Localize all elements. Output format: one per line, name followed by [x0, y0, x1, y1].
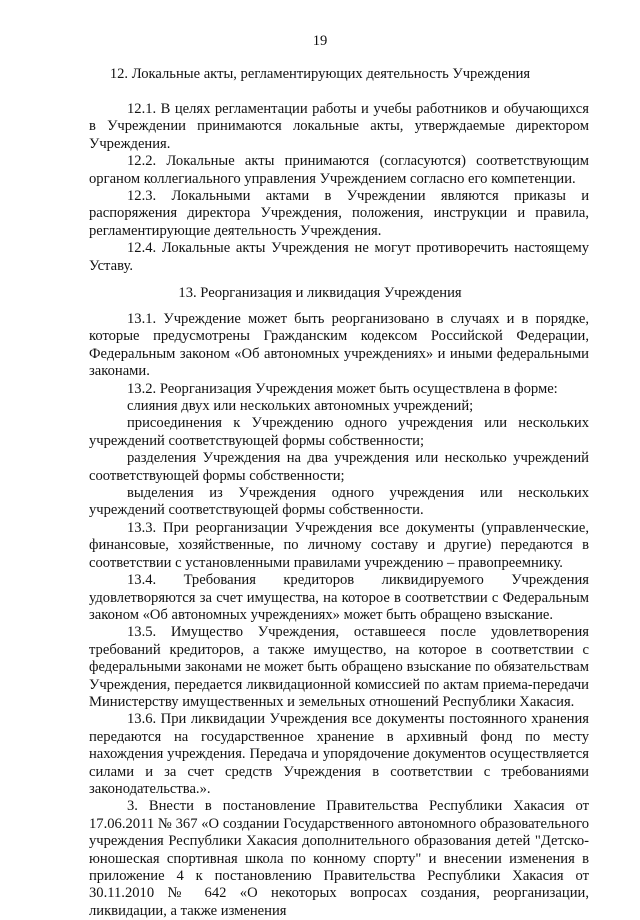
paragraph-3-amendment: 3. Внести в постановление Правительства Республики Хакасия от 17.06.2011 № 367 «О создании Государственного автономного образовательного учреждения Республики Хакасия дополнительного образования детей "Детско-юношеская спортивная школа по конному спорту" и внесении изменения в приложение 4 к постановлению Правительства Республики Хакасия от 30.11.2010 № 642 «О некоторых вопросах создания, реорганизации, ликвидации, а также изменения — [89, 798, 589, 919]
paragraph-12-2: 12.2. Локальные акты принимаются (согласуются) соответствующим органом коллегиального управления Учреждением согласно его компетенции. — [89, 153, 589, 187]
list-item-division: разделения Учреждения на два учреждения или несколько учреждений соответствующей формы собственности; — [89, 450, 589, 484]
list-item-merger: слияния двух или нескольких автономных учреждений; — [127, 398, 474, 415]
page-number: 19 — [312, 33, 328, 49]
paragraph-12-1: 12.1. В целях регламентации работы и учебы работников и обучающихся в Учреждении принимаются локальные акты, утверждаемые директором Учреждения. — [89, 101, 589, 152]
paragraph-13-1: 13.1. Учреждение может быть реорганизовано в случаях и в порядке, которые предусмотрены Гражданским кодексом Российской Федерации, Федеральным законом «Об автономных учреждениях» и иными федеральными законами. — [89, 311, 589, 380]
paragraph-13-2: 13.2. Реорганизация Учреждения может быть осуществлена в форме: — [127, 380, 558, 397]
paragraph-13-3: 13.3. При реорганизации Учреждения все документы (управленческие, финансовые, хозяйственные, по личному составу и другие) передаются в соответствии с установленными правилами учреждению – правопреемнику. — [89, 519, 589, 571]
paragraph-12-4: 12.4. Локальные акты Учреждения не могут противоречить настоящему Уставу. — [89, 240, 589, 274]
paragraph-12-3: 12.3. Локальными актами в Учреждении являются приказы и распоряжения директора Учреждения, положения, инструкции и правила, регламентирующие деятельность Учреждения. — [89, 188, 589, 239]
section-13-heading: 13. Реорганизация и ликвидация Учреждения — [178, 285, 462, 301]
paragraph-13-5: 13.5. Имущество Учреждения, оставшееся после удовлетворения требований кредиторов, а также имущество, на которое в соответствии с федеральными законами не может быть обращено взыскание по обязательствам Учреждения, передается ликвидационной комиссией по актам приема-передачи Министерству имущественных и земельных отношений Республики Хакасия. — [89, 624, 589, 710]
paragraph-13-4: 13.4. Требования кредиторов ликвидируемого Учреждения удовлетворяются за счет имущества, на которое в соответствии с Федеральным законом «Об автономных учреждениях» может быть обращено взыскание. — [89, 572, 589, 623]
section-12-heading: 12. Локальные акты, регламентирующих деятельность Учреждения — [109, 66, 531, 82]
list-item-accession: присоединения к Учреждению одного учреждения или нескольких учреждений соответствующей формы собственности; — [89, 415, 589, 449]
section-12-body — [89, 101, 589, 275]
paragraph-13-6: 13.6. При ликвидации Учреждения все документы постоянного хранения передаются на государственное хранение в архивный фонд по месту нахождения учреждения. Передача и упорядочение документов осуществляется силами и за счет средств Учреждения в соответствии с требованиями законодательства.». — [89, 711, 589, 797]
list-item-separation: выделения из Учреждения одного учреждения или нескольких учреждений соответствующей формы собственности. — [89, 485, 589, 519]
section-13-body — [89, 311, 589, 920]
